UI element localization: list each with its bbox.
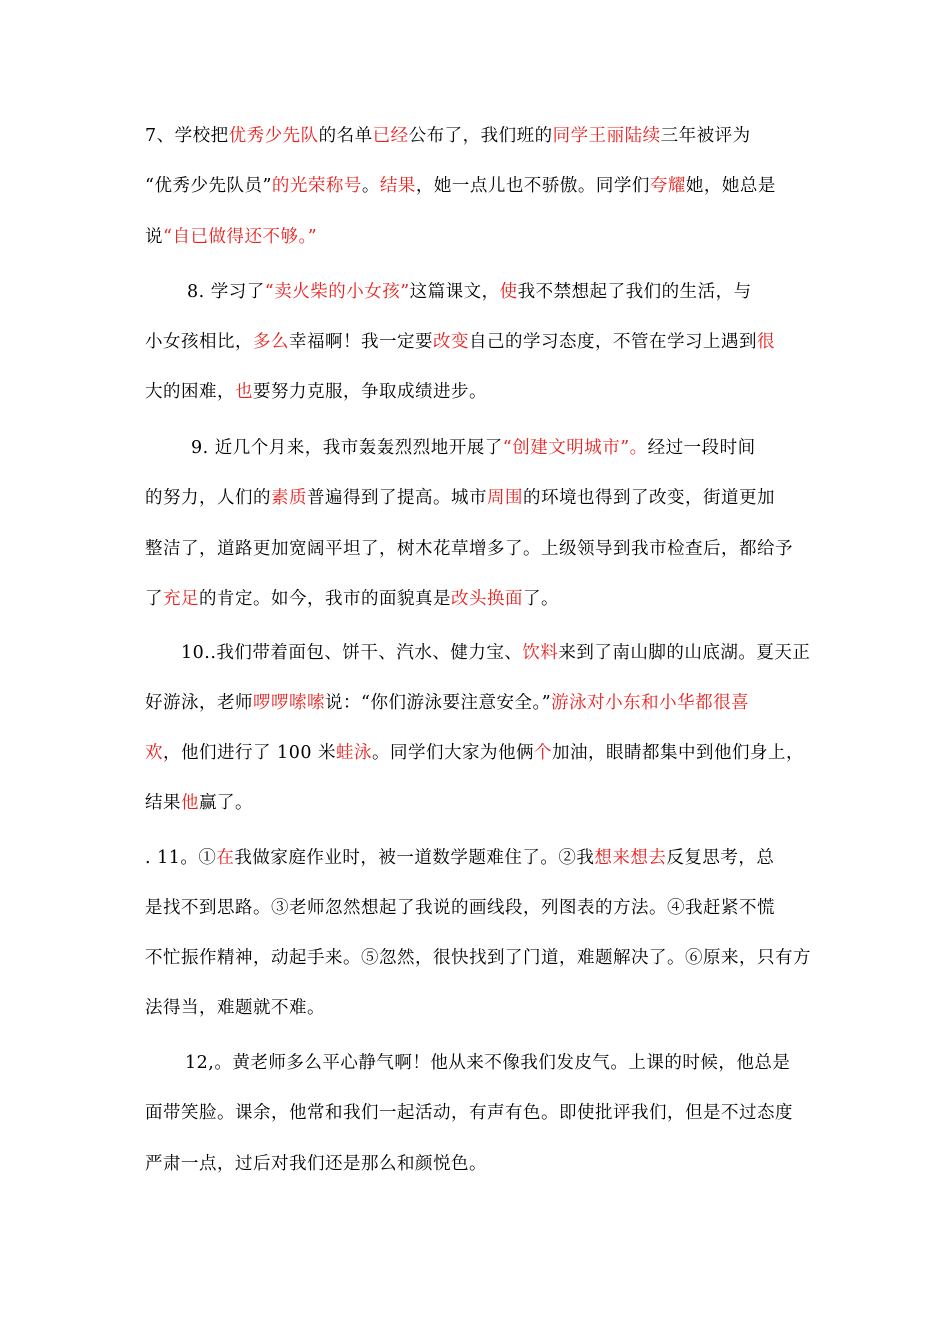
text-run: 经过一段时间 [647,438,756,458]
paragraph-line [145,537,793,561]
text-run: 来到了南山脚的山底湖。夏天正 [558,643,811,663]
text-run: 结果 [145,793,181,813]
highlighted-text-run: 游泳对小东和小华都很喜 [551,693,750,713]
text-run: 反复思考，总 [666,848,775,868]
paragraph-line [145,896,775,920]
text-run: 公布了，我们班的 [408,126,553,146]
highlighted-text-run: “自已做得还不够。” [163,227,318,247]
text-run: 的名单 [318,126,373,146]
text-run: 法得当，难题就不难。 [145,998,325,1018]
text-run: 。同学们大家为他俩 [372,743,535,763]
highlighted-text-run: 已经 [372,126,409,146]
text-run: 9. 近几个月来，我市轰轰烈烈地开展了 [191,438,503,458]
highlighted-text-run: 个 [534,743,553,763]
text-run: 赢了。 [199,793,253,813]
highlighted-text-run: “创建文明城市”。 [502,438,648,458]
highlighted-text-run: 夸耀 [649,176,686,196]
paragraph-line [145,124,751,148]
highlighted-text-run: 欢 [145,743,163,763]
highlighted-text-run: 啰啰嗦嗦 [253,693,325,713]
highlighted-text-run: 蛙泳 [336,743,373,763]
text-run: 10..我们带着面包、饼干、汽水、健力宝、 [181,643,523,663]
text-run: 。 [361,176,380,196]
text-run: 普遍得到了提高。城市 [307,488,487,508]
text-run: 8. 学习了 [187,282,265,302]
text-run: 好游泳，老师 [145,693,253,713]
highlighted-text-run: 在 [216,848,235,868]
paragraph-line [145,587,559,611]
paragraph-line [187,280,752,304]
text-run: 幸福啊！我一定要 [289,332,433,352]
text-run: 整洁了，道路更加宽阔平坦了，树木花草增多了。上级领导到我市检查后，都给予 [145,539,793,559]
text-run: 加油，眼睛都集中到他们身上， [552,743,805,763]
text-run: 她，她总是 [685,176,776,196]
highlighted-text-run: “卖火柴的小女孩” [264,282,410,302]
highlighted-text-run: 多么 [253,332,289,352]
text-run: 不忙振作精神，动起手来。⑤忽然，很快找到了门道，难题解决了。⑥原来，只有方 [145,948,811,968]
highlighted-text-run: 饮料 [522,643,559,663]
highlighted-text-run: 充足 [163,589,199,609]
text-run: 面带笑脸。课余，他常和我们一起活动，有声有色。即使批评我们，但是不过态度 [145,1103,793,1123]
text-run: ，他们进行了 100 米 [163,743,337,763]
highlighted-text-run: 使 [499,282,518,302]
highlighted-text-run: 素质 [271,488,307,508]
text-run: 了。 [523,589,559,609]
text-run: 大的困难， [145,382,235,402]
text-run: 了 [145,589,163,609]
highlighted-text-run: 想来想去 [594,848,667,868]
paragraph-line [145,741,804,765]
paragraph-line [145,380,487,404]
highlighted-text-run: 他 [181,793,199,813]
text-run: 12,。黄老师多么平心静气啊！他从来不像我们发皮气。上课的时候，他总是 [185,1053,791,1073]
paragraph-line [145,846,774,870]
paragraph-line [181,641,810,665]
text-run: “优秀少先队员” [145,176,272,196]
paragraph-line [145,225,317,249]
text-run: 这篇课文， [409,282,500,302]
text-run: 是找不到思路。③老师忽然想起了我说的画线段，列图表的方法。④我赶紧不慌 [145,898,775,918]
paragraph-line [191,436,756,460]
text-run: 我不禁想起了我们的生活，与 [517,282,752,302]
highlighted-text-run: 的光荣称号 [271,176,362,196]
paragraph-line [145,946,811,970]
paragraph-line [145,486,775,510]
highlighted-text-run: 改头换面 [451,589,523,609]
highlighted-text-run: 改变 [433,332,469,352]
text-run: 的努力，人们的 [145,488,271,508]
paragraph-line [145,174,776,198]
paragraph-line [145,1101,793,1125]
text-run: ，她一点儿也不骄傲。同学们 [415,176,650,196]
text-run: 的环境也得到了改变，街道更加 [523,488,775,508]
text-run: 要努力克服，争取成绩进步。 [253,382,487,402]
text-run: 我做家庭作业时，被一道数学题难住了。②我 [234,848,595,868]
text-run: 自己的学习态度，不管在学习上遇到 [469,332,757,352]
paragraph-line [145,791,253,815]
paragraph-line [145,1152,487,1176]
highlighted-text-run: 也 [235,382,253,402]
text-run: 三年被评为 [660,126,751,146]
text-run: 严肃一点，过后对我们还是那么和颜悦色。 [145,1154,487,1174]
text-run: 的肯定。如今，我市的面貌真是 [199,589,451,609]
highlighted-text-run: 周围 [487,488,523,508]
paragraph-line [145,996,325,1020]
highlighted-text-run: 同学王丽陆续 [552,126,661,146]
paragraph-line [145,330,775,354]
text-run: 小女孩相比， [145,332,253,352]
paragraph-line [145,691,749,715]
text-run: 7、学校把 [145,126,229,146]
paragraph-line [185,1051,790,1075]
text-run: . 11。① [145,848,217,868]
highlighted-text-run: 优秀少先队 [228,126,319,146]
text-run: 说 [145,227,163,247]
text-run: 说：“你们游泳要注意安全。” [325,693,552,713]
highlighted-text-run: 很 [757,332,775,352]
highlighted-text-run: 结果 [379,176,416,196]
